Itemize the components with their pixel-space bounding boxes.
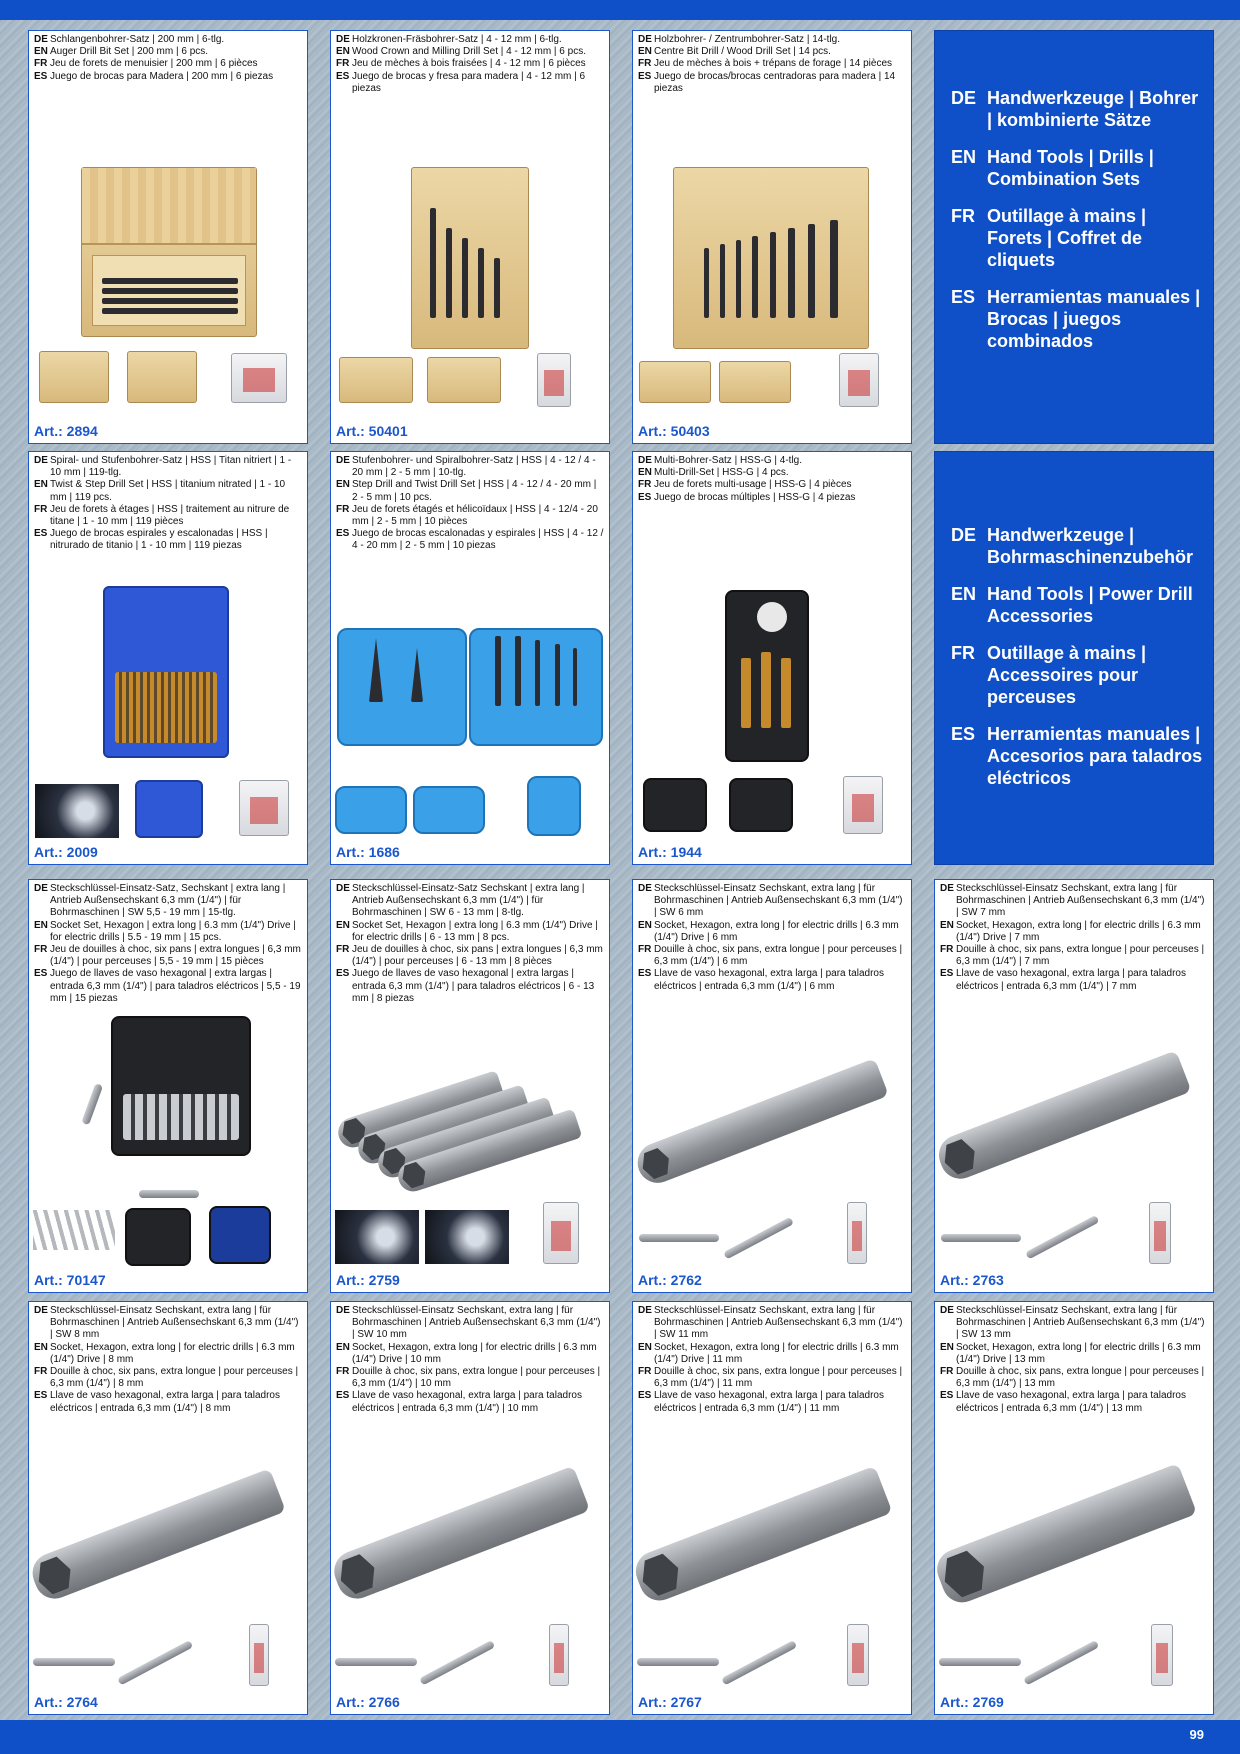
product-description <box>34 883 302 1005</box>
product-image-socket-11mm <box>632 1466 893 1607</box>
product-image-step-drill-case <box>337 628 467 746</box>
thumb-open-box-angle <box>127 351 197 403</box>
desc-text: Socket, Hexagon, extra long | for electric drills | 6.3 mm (1/4") Drive | 13 mm <box>956 1341 1201 1365</box>
desc-text: Socket, Hexagon, extra long | for electric drills | 6.3 mm (1/4") Drive | 8 mm <box>50 1341 295 1365</box>
thumb-package <box>549 1624 569 1686</box>
article-number <box>34 1694 98 1710</box>
thumb-socket-side <box>33 1658 115 1666</box>
category-header-drills <box>934 30 1214 444</box>
top-color-bar <box>0 0 1240 20</box>
category-header-drill-accessories <box>934 451 1214 865</box>
desc-text: Juego de brocas múltiples | HSS-G | 4 piezas <box>654 491 856 503</box>
lang-code: ES <box>34 968 48 980</box>
thumb-cases-closed <box>335 786 407 834</box>
desc-text: Multi-Drill-Set | HSS-G | 4 pcs. <box>654 467 789 479</box>
lang-code: DE <box>34 883 48 894</box>
desc-text: Socket Set, Hexagon | extra long | 6.3 mm (1/4") Drive | for electric drills | 6 - 13 mm | 8 pcs. <box>352 919 598 943</box>
art-prefix: Art.: <box>638 1694 671 1710</box>
lang-code: ES <box>638 491 652 503</box>
desc-text: Jeu de douilles à choc, six pans | extra longues | 6,3 mm (1/4") | pour perceuses | 5,5 - 19 mm | 15 pièces <box>50 944 301 968</box>
thumb-open-box <box>39 351 109 403</box>
bottom-color-bar <box>0 1720 1240 1754</box>
header-item <box>951 583 1203 627</box>
desc-text: Steckschlüssel-Einsatz Sechskant, extra lang | für Bohrmaschinen | Antrieb Außensechskant 6,3 mm (1/4") | SW 6 mm <box>654 883 903 919</box>
header-text: Herramientas manuales | Accesorios para taladros eléctricos <box>987 724 1203 788</box>
desc-text: Juego de brocas para Madera | 200 mm | 6 piezas <box>50 70 274 82</box>
header-item <box>951 524 1203 568</box>
thumb-package <box>209 1206 271 1264</box>
lang-code: EN <box>638 467 652 479</box>
desc-text: Steckschlüssel-Einsatz-Satz Sechskant | extra lang | Antrieb Außensechskant 6,3 mm (1/4") | für Bohrmaschinen | SW 6 - 13 mm | 8-tlg. <box>352 883 585 919</box>
product-image-twist-drill-case <box>469 628 603 746</box>
lang-code: ES <box>336 1390 350 1402</box>
lang-code: ES <box>940 1390 954 1402</box>
thumb-use-photo-1 <box>335 1210 419 1264</box>
page-number: 99 <box>1189 1727 1204 1742</box>
lang-code: FR <box>940 944 954 956</box>
header-item <box>951 723 1203 789</box>
product-image-centre-bit-set <box>673 167 869 349</box>
desc-text: Douille à choc, six pans, extra longue | pour perceuses | 6,3 mm (1/4") | 8 mm <box>50 1366 299 1390</box>
desc-text: Schlangenbohrer-Satz | 200 mm | 6-tlg. <box>50 34 225 45</box>
header-item <box>951 87 1203 131</box>
product-card-2764[interactable] <box>28 1301 308 1715</box>
lang-code: EN <box>336 1341 350 1353</box>
lang-code: EN <box>336 919 350 931</box>
thumb-socket-angle <box>721 1640 797 1686</box>
desc-text: Steckschlüssel-Einsatz Sechskant, extra lang | für Bohrmaschinen | Antrieb Außensechskant 6,3 mm (1/4") | SW 13 mm <box>956 1305 1205 1341</box>
product-card-2009[interactable] <box>28 451 308 865</box>
product-card-50403[interactable] <box>632 30 912 444</box>
desc-text: Step Drill and Twist Drill Set | HSS | 4 - 12 / 4 - 20 mm | 2 - 5 mm | 10 pcs. <box>352 479 597 503</box>
lang-code: DE <box>638 1305 652 1316</box>
lang-code: ES <box>34 528 48 540</box>
article-number <box>940 1694 1004 1710</box>
thumb-socket-angle <box>1025 1215 1099 1260</box>
article-number <box>336 844 400 860</box>
thumb-package <box>847 1202 867 1264</box>
article-number <box>336 423 408 439</box>
product-description <box>638 1305 906 1415</box>
art-prefix: Art.: <box>34 423 67 439</box>
header-item <box>951 146 1203 190</box>
header-text: Hand Tools | Drills | Combination Sets <box>987 147 1154 189</box>
art-prefix: Art.: <box>336 1272 369 1288</box>
article-number <box>638 423 710 439</box>
lang-code: FR <box>34 1366 48 1378</box>
art-value: 2894 <box>66 423 98 439</box>
desc-text: Socket, Hexagon, extra long | for electric drills | 6.3 mm (1/4") Drive | 6 mm <box>654 919 899 943</box>
lang-code: EN <box>34 919 48 931</box>
product-image-socket-6mm <box>632 1058 889 1189</box>
lang-code: ES <box>34 70 48 82</box>
desc-text: Socket, Hexagon, extra long | for electric drills | 6.3 mm (1/4") Drive | 10 mm <box>352 1341 597 1365</box>
lang-code: EN <box>34 1341 48 1353</box>
article-number <box>638 844 702 860</box>
header-lang: FR <box>951 643 975 663</box>
desc-text: Douille à choc, six pans, extra longue | pour perceuses | 6,3 mm (1/4") | 10 mm <box>352 1366 601 1390</box>
product-card-2763[interactable] <box>934 879 1214 1293</box>
header-lang: EN <box>951 584 977 604</box>
desc-text: Llave de vaso hexagonal, extra larga | para taladros eléctricos | entrada 6,3 mm (1/4") | 8 mm <box>50 1390 280 1414</box>
desc-text: Centre Bit Drill / Wood Drill Set | 14 pcs. <box>654 46 831 58</box>
header-lang: DE <box>951 88 977 108</box>
product-card-50401[interactable] <box>330 30 610 444</box>
desc-text: Jeu de forets à étages | HSS | traitement au nitrure de titane | 1 - 10 mm | 119 pièces <box>50 503 290 528</box>
art-value: 2759 <box>368 1272 400 1288</box>
thumb-case-angle <box>643 778 707 832</box>
desc-text: Llave de vaso hexagonal, extra larga | para taladros eléctricos | entrada 6,3 mm (1/4") | 10 mm <box>352 1390 582 1414</box>
art-value: 2009 <box>66 844 98 860</box>
art-prefix: Art.: <box>940 1272 973 1288</box>
art-value: 2764 <box>66 1694 98 1710</box>
art-prefix: Art.: <box>34 844 67 860</box>
header-item <box>951 205 1203 271</box>
art-value: 50401 <box>368 423 408 439</box>
desc-text: Spiral- und Stufenbohrer-Satz | HSS | Titan nitriert | 1 - 10 mm | 119-tlg. <box>50 455 292 479</box>
lang-code: FR <box>34 503 48 515</box>
header-text: Herramientas manuales | Brocas | juegos combinados <box>987 287 1201 351</box>
desc-text: Auger Drill Bit Set | 200 mm | 6 pcs. <box>50 46 209 58</box>
product-card-2894[interactable] <box>28 30 308 444</box>
article-number <box>940 1272 1004 1288</box>
header-lang: ES <box>951 724 976 744</box>
thumb-case-open <box>135 780 203 838</box>
art-prefix: Art.: <box>34 1694 67 1710</box>
desc-text: Jeu de mèches à bois fraisées | 4 - 12 mm | 6 pièces <box>352 58 586 70</box>
thumb-open-box <box>639 361 711 403</box>
lang-code: DE <box>34 455 48 466</box>
lang-code: FR <box>336 503 350 515</box>
header-lang: DE <box>951 525 977 545</box>
thumb-package <box>249 1624 269 1686</box>
desc-text: Jeu de mèches à bois + trépans de forage | 14 pièces <box>654 58 893 70</box>
thumb-package <box>239 780 289 836</box>
product-description <box>940 883 1208 993</box>
article-number <box>34 1272 106 1288</box>
product-description <box>336 455 604 553</box>
product-image-twist-step-case <box>103 586 229 758</box>
art-value: 2769 <box>972 1694 1004 1710</box>
product-description <box>940 1305 1208 1415</box>
art-value: 50403 <box>670 423 710 439</box>
desc-text: Douille à choc, six pans, extra longue | pour perceuses | 6,3 mm (1/4") | 13 mm <box>956 1366 1205 1390</box>
article-number <box>336 1694 400 1710</box>
art-prefix: Art.: <box>940 1694 973 1710</box>
thumb-socket-angle <box>723 1217 794 1260</box>
desc-text: Llave de vaso hexagonal, extra larga | para taladros eléctricos | entrada 6,3 mm (1/4") | 13 mm <box>956 1390 1186 1414</box>
product-description <box>638 883 906 993</box>
article-number <box>34 844 98 860</box>
desc-text: Douille à choc, six pans, extra longue | pour perceuses | 6,3 mm (1/4") | 6 mm <box>654 944 903 968</box>
thumb-socket-side <box>941 1234 1021 1242</box>
thumb-package <box>537 353 571 407</box>
product-description <box>336 34 604 95</box>
desc-text: Stufenbohrer- und Spiralbohrer-Satz | HSS | 4 - 12 / 4 - 20 mm | 2 - 5 mm | 10-tlg. <box>352 455 596 479</box>
desc-text: Socket, Hexagon, extra long | for electric drills | 6.3 mm (1/4") Drive | 7 mm <box>956 919 1201 943</box>
header-text: Handwerkzeuge | Bohrer | kombinierte Sätze <box>987 88 1199 130</box>
desc-text: Steckschlüssel-Einsatz Sechskant, extra lang | für Bohrmaschinen | Antrieb Außensechskant 6,3 mm (1/4") | SW 10 mm <box>352 1305 601 1341</box>
product-description <box>34 1305 302 1415</box>
lang-code: FR <box>638 944 652 956</box>
art-value: 2767 <box>670 1694 702 1710</box>
art-value: 1944 <box>670 844 702 860</box>
desc-text: Wood Crown and Milling Drill Set | 4 - 12 mm | 6 pcs. <box>352 46 586 58</box>
lang-code: DE <box>336 455 350 466</box>
lang-code: FR <box>638 1366 652 1378</box>
article-number <box>638 1272 702 1288</box>
desc-text: Twist & Step Drill Set | HSS | titanium nitrated | 1 - 10 mm | 119 pcs. <box>50 479 286 503</box>
lang-code: EN <box>638 1341 652 1353</box>
header-lang: EN <box>951 147 977 167</box>
thumb-open-box-angle <box>427 357 501 403</box>
lang-code: EN <box>34 46 48 58</box>
thumb-use-photo-2 <box>425 1210 509 1264</box>
lang-code: ES <box>638 968 652 980</box>
lang-code: DE <box>940 883 954 894</box>
lang-code: FR <box>940 1366 954 1378</box>
lang-code: EN <box>336 479 350 491</box>
thumb-package <box>847 1624 869 1686</box>
desc-text: Jeu de forets de menuisier | 200 mm | 6 pièces <box>50 58 258 70</box>
art-value: 2762 <box>670 1272 702 1288</box>
product-description <box>34 455 302 553</box>
desc-text: Llave de vaso hexagonal, extra larga | para taladros eléctricos | entrada 6,3 mm (1/4") | 11 mm <box>654 1390 884 1414</box>
desc-text: Douille à choc, six pans, extra longue | pour perceuses | 6,3 mm (1/4") | 7 mm <box>956 944 1205 968</box>
lang-code: ES <box>638 70 652 82</box>
lang-code: DE <box>336 883 350 894</box>
art-value: 1686 <box>368 844 400 860</box>
lang-code: FR <box>638 58 652 70</box>
desc-text: Holzkronen-Fräsbohrer-Satz | 4 - 12 mm | 6-tlg. <box>352 34 562 45</box>
product-image-socket-loose <box>139 1190 199 1198</box>
product-image-socket-7mm <box>934 1050 1192 1184</box>
desc-text: Llave de vaso hexagonal, extra larga | para taladros eléctricos | entrada 6,3 mm (1/4") | 6 mm <box>654 968 884 992</box>
lang-code: EN <box>638 919 652 931</box>
thumb-cases-open <box>413 786 485 834</box>
header-text: Outillage à mains | Accessoires pour perceuses <box>987 643 1147 707</box>
lang-code: ES <box>940 968 954 980</box>
art-prefix: Art.: <box>34 1272 67 1288</box>
lang-code: FR <box>34 944 48 956</box>
desc-text: Juego de brocas/brocas centradoras para madera | 14 piezas <box>654 70 896 94</box>
thumb-package <box>843 776 883 834</box>
desc-text: Steckschlüssel-Einsatz Sechskant, extra lang | für Bohrmaschinen | Antrieb Außensechskant 6,3 mm (1/4") | SW 7 mm <box>956 883 1205 919</box>
desc-text: Multi-Bohrer-Satz | HSS-G | 4-tlg. <box>654 455 803 466</box>
lang-code: FR <box>638 479 652 491</box>
product-image-single-socket <box>81 1083 103 1125</box>
lang-code: FR <box>336 58 350 70</box>
art-prefix: Art.: <box>638 844 671 860</box>
art-value: 70147 <box>66 1272 106 1288</box>
product-image-socket-set-case <box>111 1016 251 1156</box>
art-value: 2763 <box>972 1272 1004 1288</box>
lang-code: FR <box>336 944 350 956</box>
header-item <box>951 286 1203 352</box>
thumb-open-box <box>339 357 413 403</box>
header-text: Handwerkzeuge | Bohrmaschinenzubehör <box>987 525 1194 567</box>
thumb-socket-side <box>639 1234 719 1242</box>
thumb-package <box>527 776 581 836</box>
product-card-2767[interactable] <box>632 1301 912 1715</box>
lang-code: DE <box>34 34 48 45</box>
product-card-2759[interactable] <box>330 879 610 1293</box>
product-card-2766[interactable] <box>330 1301 610 1715</box>
thumb-socket-angle <box>419 1640 495 1686</box>
desc-text: Steckschlüssel-Einsatz-Satz, Sechskant | extra lang | Antrieb Außensechskant 6,3 mm (1/4") | für Bohrmaschinen | SW 5,5 - 19 mm | 15-tlg. <box>50 883 286 919</box>
product-image-socket-8mm <box>28 1468 286 1604</box>
thumb-case-angle-2 <box>729 778 793 832</box>
lang-code: EN <box>638 46 652 58</box>
desc-text: Juego de brocas escalonadas y espirales | HSS | 4 - 12 / 4 - 20 mm | 2 - 5 mm | 10 piezas <box>352 528 604 552</box>
product-card-70147[interactable] <box>28 879 308 1293</box>
lang-code: EN <box>940 1341 954 1353</box>
lang-code: ES <box>336 528 350 540</box>
thumb-socket-side <box>335 1658 417 1666</box>
thumb-sockets-row <box>33 1210 115 1250</box>
desc-text: Llave de vaso hexagonal, extra larga | para taladros eléctricos | entrada 6,3 mm (1/4") | 7 mm <box>956 968 1186 992</box>
lang-code: DE <box>638 455 652 466</box>
art-prefix: Art.: <box>336 1694 369 1710</box>
art-prefix: Art.: <box>638 1272 671 1288</box>
product-description <box>336 1305 604 1415</box>
art-prefix: Art.: <box>336 423 369 439</box>
header-lang: FR <box>951 206 975 226</box>
desc-text: Juego de llaves de vaso hexagonal | extra largas | entrada 6,3 mm (1/4") | para taladros eléctricos | 5,5 - 19 mm | 15 piezas <box>50 968 301 1004</box>
art-prefix: Art.: <box>638 423 671 439</box>
lang-code: FR <box>336 1366 350 1378</box>
thumb-socket-angle <box>1023 1640 1099 1686</box>
thumb-socket-angle <box>117 1640 193 1686</box>
product-description <box>336 883 604 1005</box>
lang-code: EN <box>336 46 350 58</box>
lang-code: ES <box>336 968 350 980</box>
desc-text: Socket, Hexagon, extra long | for electric drills | 6.3 mm (1/4") Drive | 11 mm <box>654 1341 899 1365</box>
lang-code: ES <box>34 1390 48 1402</box>
desc-text: Juego de brocas espirales y escalonadas | HSS | nitrurado de titanio | 1 - 10 mm | 119 piezas <box>50 528 268 552</box>
header-text: Outillage à mains | Forets | Coffret de cliquets <box>987 206 1147 270</box>
lang-code: EN <box>940 919 954 931</box>
thumb-socket-side <box>637 1658 719 1666</box>
header-text: Hand Tools | Power Drill Accessories <box>987 584 1193 626</box>
product-image-multi-drill-case <box>725 590 809 762</box>
desc-text: Juego de brocas y fresa para madera | 4 - 12 mm | 6 piezas <box>352 70 586 94</box>
product-card-2762[interactable] <box>632 879 912 1293</box>
lang-code: FR <box>34 58 48 70</box>
article-number <box>638 1694 702 1710</box>
desc-text: Douille à choc, six pans, extra longue | pour perceuses | 6,3 mm (1/4") | 11 mm <box>654 1366 903 1390</box>
thumb-case-open <box>125 1208 191 1266</box>
product-description <box>638 34 906 95</box>
desc-text: Jeu de forets multi-usage | HSS-G | 4 pièces <box>654 479 852 491</box>
lang-code: DE <box>638 883 652 894</box>
thumb-drill-detail <box>35 784 119 838</box>
desc-text: Jeu de douilles à choc, six pans | extra longues | 6,3 mm (1/4") | pour perceuses | 6 - 13 mm | 8 pièces <box>352 944 603 968</box>
thumb-package <box>1151 1624 1173 1686</box>
thumb-socket-side <box>939 1658 1021 1666</box>
header-item <box>951 642 1203 708</box>
thumb-open-box-angle <box>719 361 791 403</box>
article-number <box>34 423 98 439</box>
lang-code: ES <box>336 70 350 82</box>
lang-code: EN <box>34 479 48 491</box>
product-image-socket-10mm <box>330 1466 590 1605</box>
product-card-2769[interactable] <box>934 1301 1214 1715</box>
lang-code: DE <box>34 1305 48 1316</box>
product-description <box>638 455 906 504</box>
product-card-1686[interactable] <box>330 451 610 865</box>
desc-text: Socket Set, Hexagon | extra long | 6.3 mm (1/4") Drive | for electric drills | 5.5 - 19 mm | 15 pcs. <box>50 919 296 943</box>
lang-code: DE <box>940 1305 954 1316</box>
thumb-package <box>231 353 287 403</box>
product-image-wood-crown-set <box>411 167 529 349</box>
product-image-auger-set <box>81 167 257 337</box>
desc-text: Jeu de forets étagés et hélicoïdaux | HSS | 4 - 12/4 - 20 mm | 2 - 5 mm | 10 pièces <box>352 503 598 528</box>
desc-text: Steckschlüssel-Einsatz Sechskant, extra lang | für Bohrmaschinen | Antrieb Außensechskant 6,3 mm (1/4") | SW 11 mm <box>654 1305 903 1341</box>
lang-code: DE <box>336 1305 350 1316</box>
art-prefix: Art.: <box>336 844 369 860</box>
desc-text: Holzbohrer- / Zentrumbohrer-Satz | 14-tlg. <box>654 34 841 45</box>
product-description <box>34 34 302 83</box>
lang-code: DE <box>638 34 652 45</box>
lang-code: ES <box>638 1390 652 1402</box>
article-number <box>336 1272 400 1288</box>
thumb-package <box>839 353 879 407</box>
desc-text: Juego de llaves de vaso hexagonal | extra largas | entrada 6,3 mm (1/4") | para taladros eléctricos | 6 - 13 mm | 8 piezas <box>352 968 595 1004</box>
lang-code: DE <box>336 34 350 45</box>
thumb-package <box>1149 1202 1171 1264</box>
product-image-socket-13mm <box>934 1463 1197 1608</box>
product-card-1944[interactable] <box>632 451 912 865</box>
art-value: 2766 <box>368 1694 400 1710</box>
desc-text: Steckschlüssel-Einsatz Sechskant, extra lang | für Bohrmaschinen | Antrieb Außensechskant 6,3 mm (1/4") | SW 8 mm <box>50 1305 299 1341</box>
header-lang: ES <box>951 287 976 307</box>
thumb-package <box>543 1202 579 1264</box>
